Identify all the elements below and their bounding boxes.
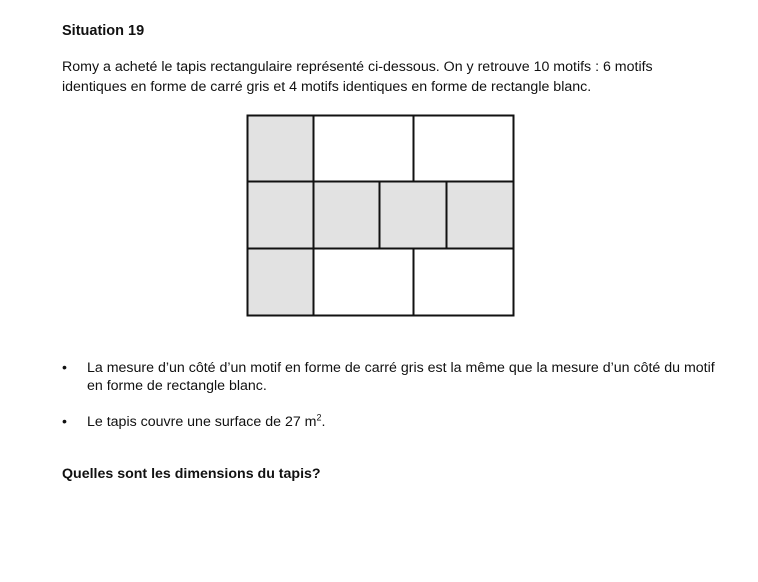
question: Quelles sont les dimensions du tapis?	[62, 466, 321, 482]
condition-text: La mesure d’un côté d’un motif en forme de carré gris est la même que la mesure d’un côté du motif en forme de rectangle blanc.	[87, 360, 715, 394]
gray-square-tile	[447, 182, 514, 249]
gray-square-tile	[248, 116, 314, 182]
gray-square-tile	[314, 182, 380, 249]
list-item	[62, 413, 722, 431]
white-rectangle-tile	[414, 116, 514, 182]
situation-title: Situation 19	[62, 23, 145, 39]
area-text-end: .	[321, 414, 326, 430]
white-rectangle-tile	[314, 116, 414, 182]
gray-square-tile	[248, 182, 314, 249]
rug-diagram	[246, 114, 515, 317]
bullet-icon: •	[62, 360, 67, 376]
list-item	[62, 359, 722, 395]
gray-square-tile	[380, 182, 447, 249]
white-rectangle-tile	[314, 249, 414, 316]
bullet-icon: •	[62, 414, 67, 430]
area-exponent: 2	[316, 412, 322, 423]
white-rectangle-tile	[414, 249, 514, 316]
area-text: Le tapis couvre une surface de 27 m	[87, 414, 317, 430]
gray-square-tile	[248, 249, 314, 316]
intro-paragraph: Romy a acheté le tapis rectangulaire représenté ci-dessous. On y retrouve 10 motifs : 6 motifs identiques en forme de carré gris et 4 motifs identiques en forme de rectangle blanc.	[62, 59, 653, 95]
condition-list	[62, 359, 722, 449]
rug-tiles	[248, 116, 514, 316]
